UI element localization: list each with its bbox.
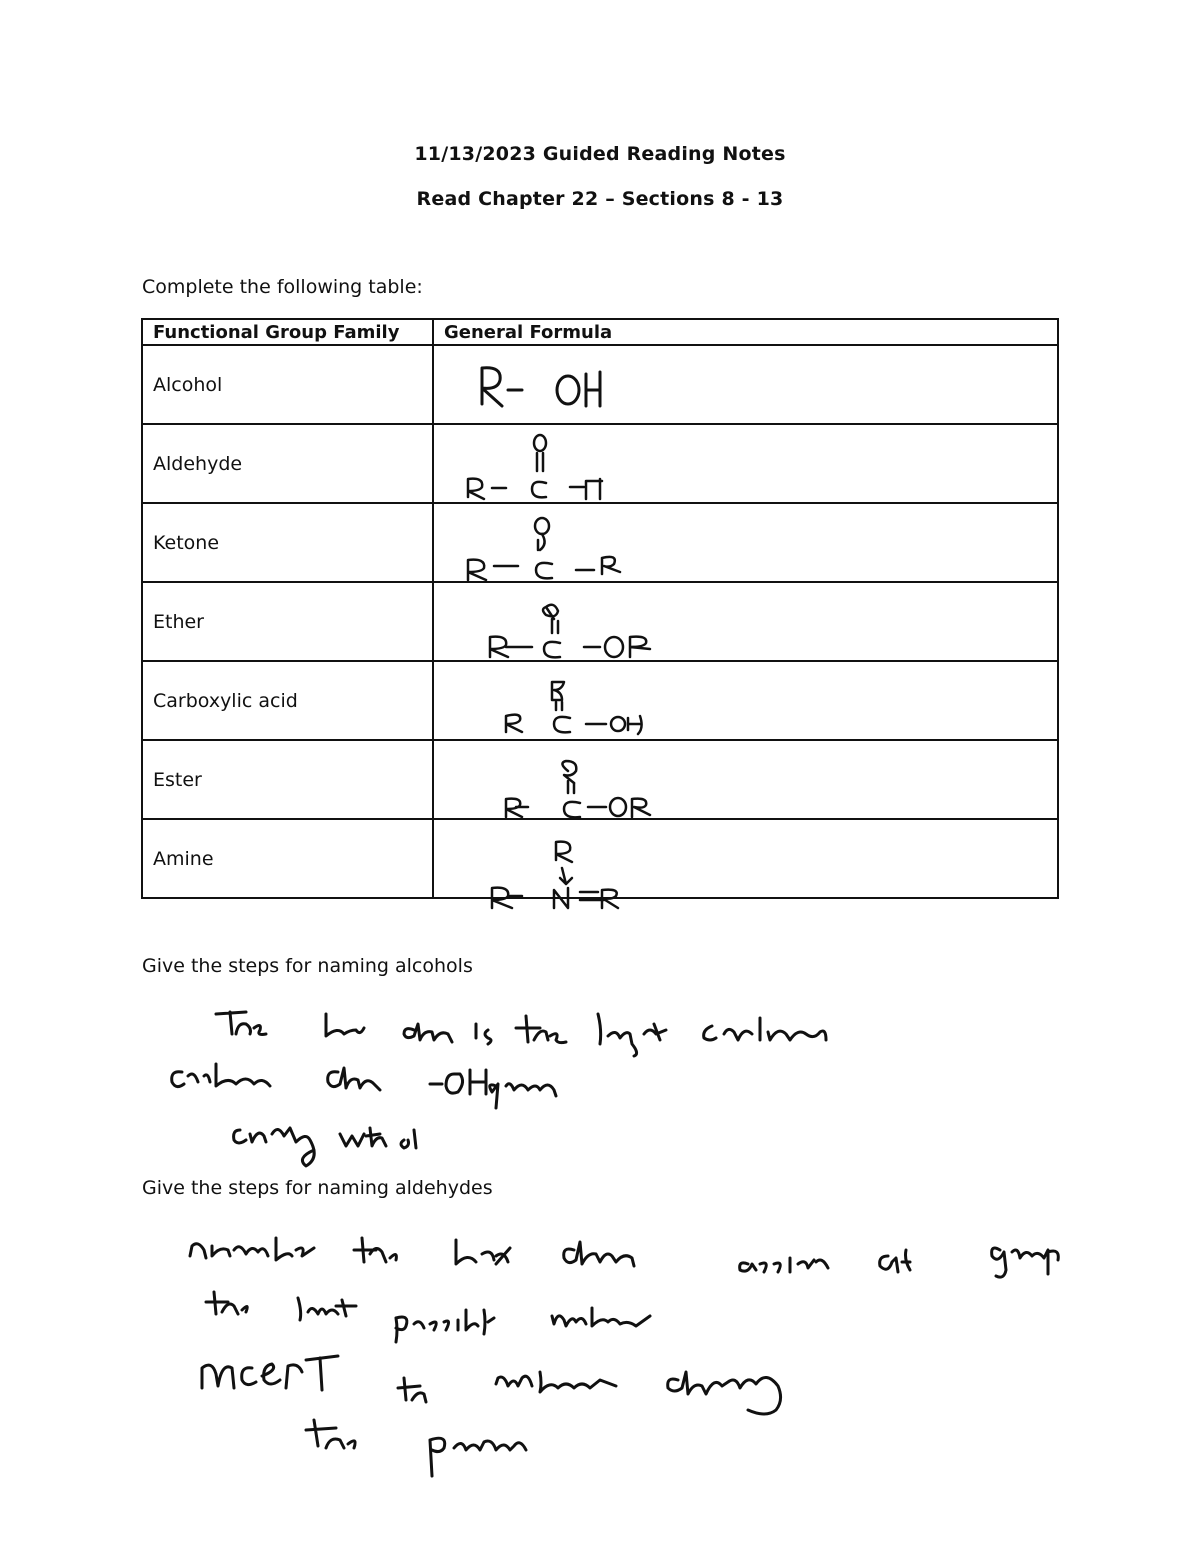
family-cell: Ester (142, 740, 433, 819)
family-cell: Ether (142, 582, 433, 661)
question-alcohols: Give the steps for naming alcohols (142, 955, 473, 977)
question-aldehydes: Give the steps for naming aldehydes (142, 1177, 493, 1199)
family-cell: Carboxylic acid (142, 661, 433, 740)
family-cell: Alcohol (142, 345, 433, 424)
page-title: 11/13/2023 Guided Reading Notes (414, 143, 786, 165)
header-formula: General Formula (433, 319, 1058, 345)
page-subtitle: Read Chapter 22 – Sections 8 - 13 (416, 188, 784, 210)
family-cell: Ketone (142, 503, 433, 582)
table-prompt: Complete the following table: (142, 276, 423, 298)
family-cell: Amine (142, 819, 433, 898)
header-family: Functional Group Family (142, 319, 433, 345)
family-cell: Aldehyde (142, 424, 433, 503)
